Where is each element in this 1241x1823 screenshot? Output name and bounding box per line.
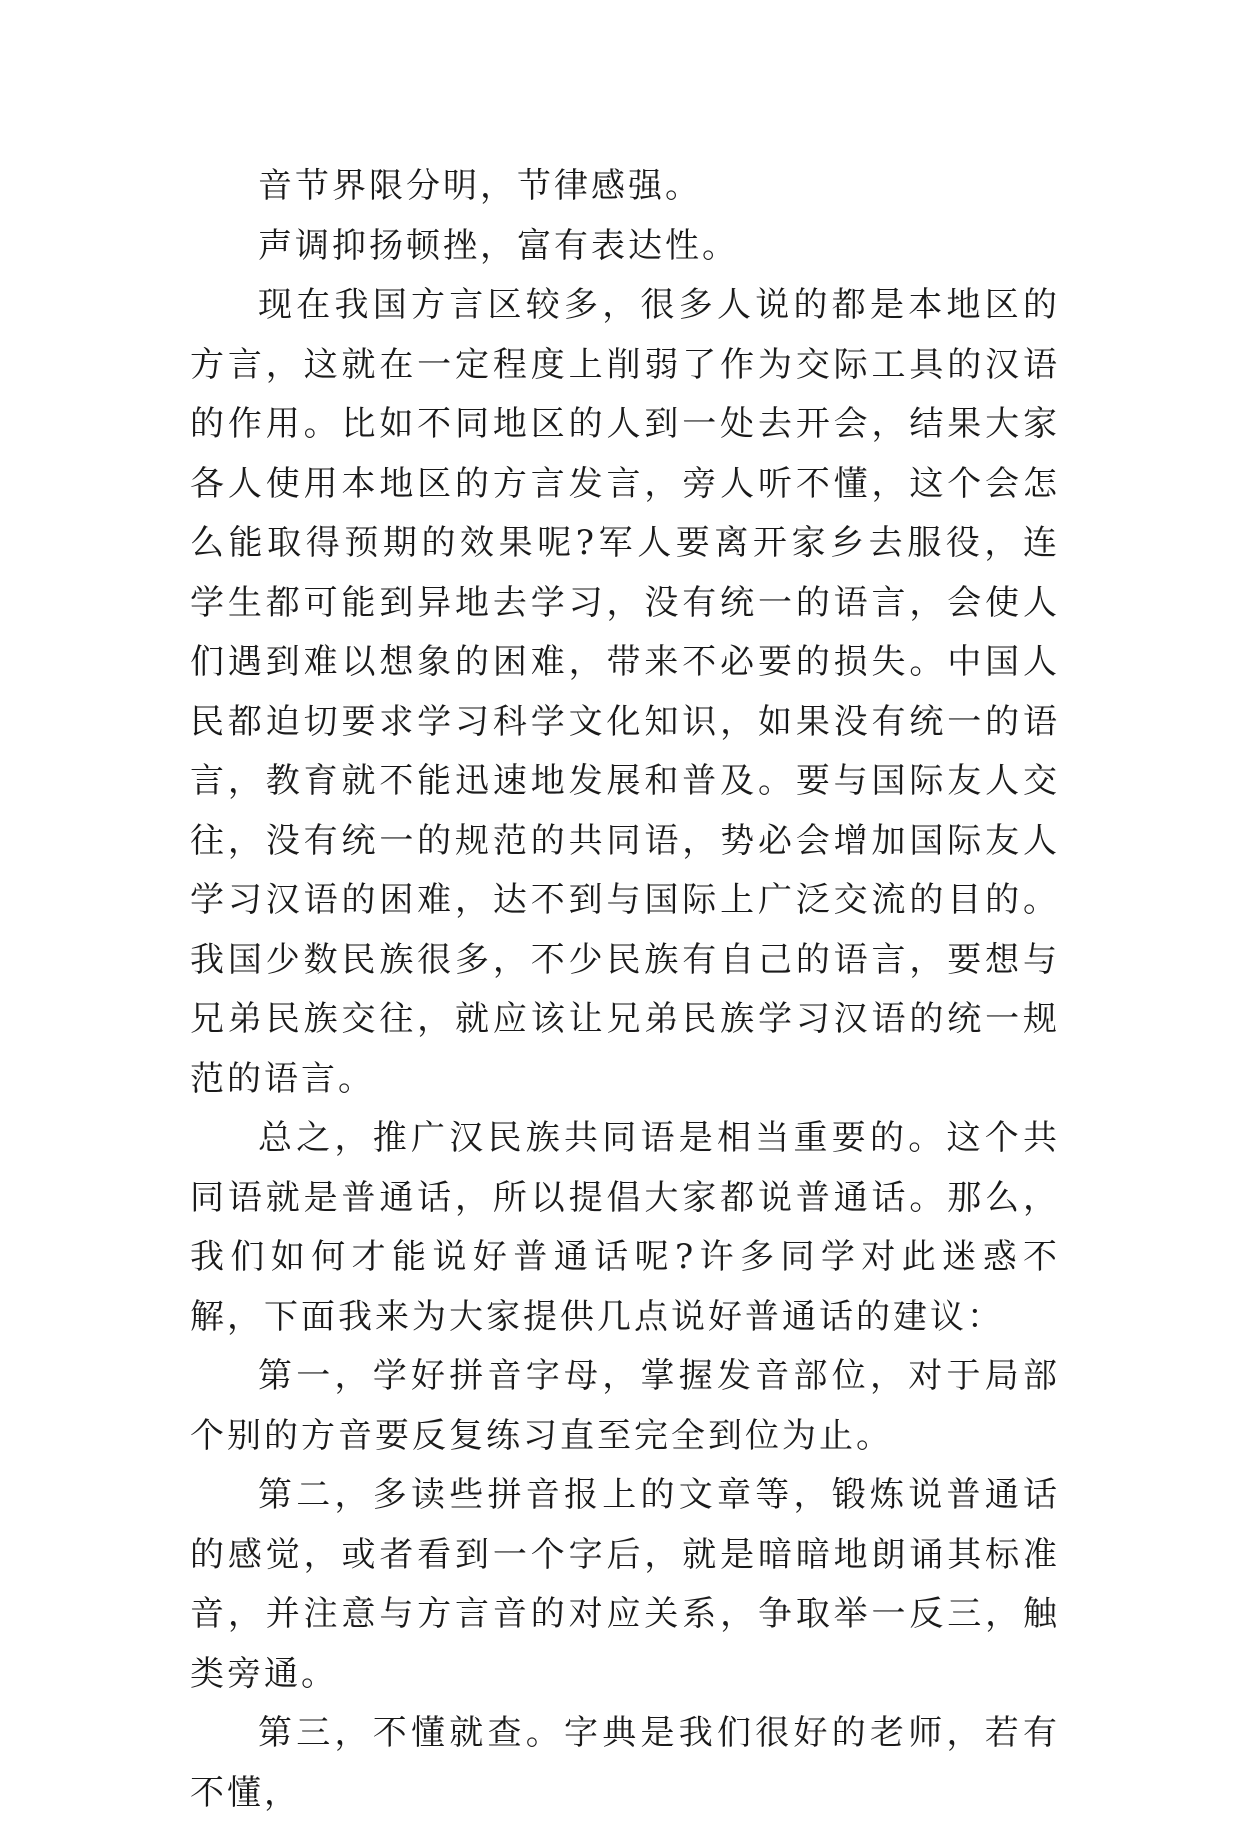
paragraph-1: 音节界限分明，节律感强。: [258, 166, 702, 206]
paragraph-3: 现在我国方言区较多，很多人说的都是本地区的方言，这就在一定程度上削弱了作为交际工具的汉语的作用。比如不同地区的人到一处去开会，结果大家各人使用本地区的方言发言，旁人听不懂，这个会怎么能取得预期的效果呢?军人要离开家乡去服役，连学生都可能到异地去学习，没有统一的语言，会使人们遇到难以想象的困难，带来不必要的损失。中国人民都迫切要求学习科学文化知识，如果没有统一的语言，教育就不能迅速地发展和普及。要与国际友人交往，没有统一的规范的共同语，势必会增加国际友人学习汉语的困难，达不到与国际上广泛交流的目的。我国少数民族很多，不少民族有自己的语言，要想与兄弟民族交往，就应该让兄弟民族学习汉语的统一规范的语言。: [190, 285, 1060, 1099]
paragraph-6: 第二，多读些拼音报上的文章等，锻炼说普通话的感觉，或者看到一个字后，就是暗暗地朗诵其标准音，并注意与方言音的对应关系，争取举一反三，触类旁通。: [190, 1475, 1060, 1694]
paragraph-5: 第一，学好拼音字母，掌握发音部位，对于局部个别的方音要反复练习直至完全到位为止。: [190, 1356, 1060, 1456]
paragraph-2: 声调抑扬顿挫，富有表达性。: [258, 225, 739, 266]
paragraph-4: 总之，推广汉民族共同语是相当重要的。这个共同语就是普通话，所以提倡大家都说普通话。那么，我们如何才能说好普通话呢?许多同学对此迷惑不解，下面我来为大家提供几点说好普通话的建议：: [190, 1118, 1060, 1337]
document-body: [190, 157, 1060, 1823]
paragraph-7: 第三，不懂就查。字典是我们很好的老师，若有不懂，: [190, 1713, 1060, 1813]
